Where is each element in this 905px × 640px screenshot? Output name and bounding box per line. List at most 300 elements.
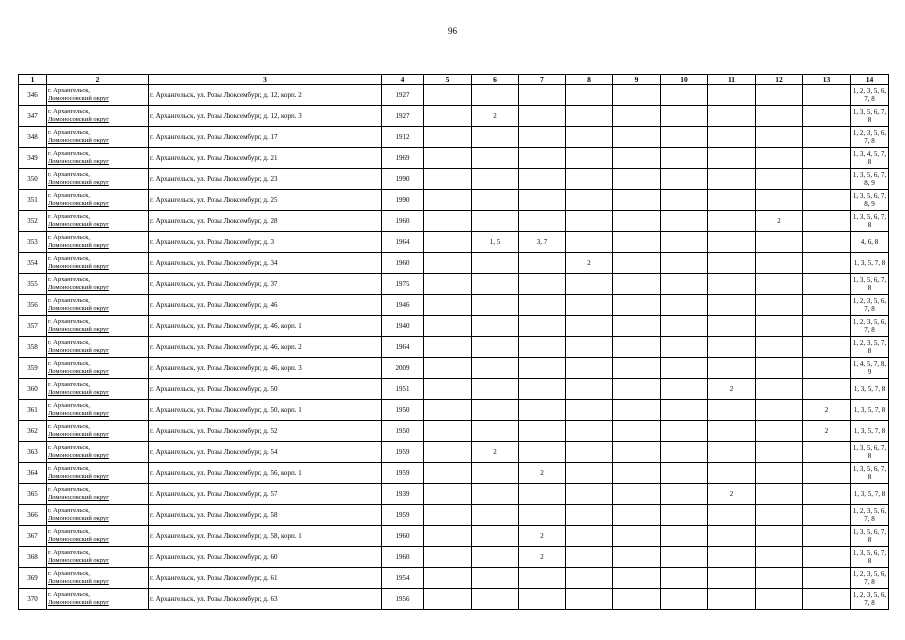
table-header-row: [19, 75, 889, 85]
column-7-cell: [519, 484, 566, 505]
column-10-cell: [661, 484, 708, 505]
year-cell: 1960: [382, 253, 424, 274]
column-header-10: 10: [661, 75, 708, 85]
column-10-cell: [661, 547, 708, 568]
district-text: Ломоносовский округ: [48, 200, 109, 207]
district-cell: [47, 106, 149, 127]
column-6-cell: [472, 526, 519, 547]
city-text: г. Архангельск,: [48, 339, 90, 346]
year-cell: 1912: [382, 127, 424, 148]
column-5-cell: [424, 148, 472, 169]
column-6-cell: 1, 5: [472, 232, 519, 253]
column-12-cell: [756, 589, 803, 610]
city-text: г. Архангельск,: [48, 108, 90, 115]
column-11-cell: [708, 274, 756, 295]
table-row: [19, 547, 889, 568]
column-10-cell: [661, 337, 708, 358]
table-row: [19, 505, 889, 526]
row-number: 351: [19, 190, 47, 211]
column-10-cell: [661, 253, 708, 274]
city-text: г. Архангельск,: [48, 360, 90, 367]
year-cell: 2009: [382, 358, 424, 379]
column-10-cell: [661, 442, 708, 463]
address-cell: г. Архангельск, ул. Розы Люксембург, д. 34: [149, 253, 382, 274]
column-8-cell: [566, 547, 613, 568]
year-cell: 1954: [382, 568, 424, 589]
district-cell: [47, 253, 149, 274]
column-12-cell: [756, 484, 803, 505]
column-11-cell: 2: [708, 379, 756, 400]
column-9-cell: [613, 337, 661, 358]
column-6-cell: [472, 589, 519, 610]
district-text: Ломоносовский округ: [48, 368, 109, 375]
column-13-cell: [803, 274, 851, 295]
column-5-cell: [424, 421, 472, 442]
table-row: [19, 379, 889, 400]
table-row: [19, 463, 889, 484]
column-14-cell: 1, 3, 5, 6, 7, 8: [851, 211, 889, 232]
column-11-cell: [708, 400, 756, 421]
table-row: [19, 211, 889, 232]
column-8-cell: [566, 358, 613, 379]
column-14-cell: 1, 3, 5, 6, 7, 8: [851, 526, 889, 547]
column-13-cell: [803, 547, 851, 568]
district-cell: [47, 148, 149, 169]
district-text: Ломоносовский округ: [48, 284, 109, 291]
row-number: 368: [19, 547, 47, 568]
column-7-cell: 2: [519, 526, 566, 547]
district-cell: [47, 484, 149, 505]
row-number: 360: [19, 379, 47, 400]
year-cell: 1927: [382, 106, 424, 127]
column-header-8: 8: [566, 75, 613, 85]
column-12-cell: [756, 85, 803, 106]
district-cell: [47, 274, 149, 295]
district-cell: [47, 568, 149, 589]
column-7-cell: [519, 337, 566, 358]
city-text: г. Архангельск,: [48, 255, 90, 262]
address-cell: г. Архангельск, ул. Розы Люксембург, д. 3: [149, 232, 382, 253]
column-10-cell: [661, 148, 708, 169]
column-14-cell: 4, 6, 8: [851, 232, 889, 253]
column-6-cell: [472, 274, 519, 295]
district-cell: [47, 85, 149, 106]
table-row: [19, 421, 889, 442]
column-7-cell: 3, 7: [519, 232, 566, 253]
column-5-cell: [424, 337, 472, 358]
column-11-cell: [708, 253, 756, 274]
table-row: [19, 106, 889, 127]
column-header-6: 6: [472, 75, 519, 85]
column-12-cell: [756, 379, 803, 400]
address-cell: г. Архангельск, ул. Розы Люксембург, д. 50: [149, 379, 382, 400]
column-6-cell: [472, 379, 519, 400]
district-text: Ломоносовский округ: [48, 536, 109, 543]
city-text: г. Архангельск,: [48, 528, 90, 535]
column-7-cell: [519, 169, 566, 190]
column-11-cell: [708, 169, 756, 190]
address-cell: г. Архангельск, ул. Розы Люксембург, д. 46, корп. 3: [149, 358, 382, 379]
column-11-cell: [708, 190, 756, 211]
address-cell: г. Архангельск, ул. Розы Люксембург, д. 46, корп. 2: [149, 337, 382, 358]
row-number: 356: [19, 295, 47, 316]
year-cell: 1960: [382, 211, 424, 232]
column-13-cell: [803, 568, 851, 589]
table-row: [19, 148, 889, 169]
table-row: [19, 526, 889, 547]
column-10-cell: [661, 106, 708, 127]
column-12-cell: [756, 127, 803, 148]
column-7-cell: [519, 106, 566, 127]
district-text: Ломоносовский округ: [48, 599, 109, 606]
column-10-cell: [661, 505, 708, 526]
column-14-cell: 1, 3, 4, 5, 7, 8: [851, 148, 889, 169]
column-header-9: 9: [613, 75, 661, 85]
column-header-12: 12: [756, 75, 803, 85]
district-cell: [47, 589, 149, 610]
column-11-cell: [708, 505, 756, 526]
column-9-cell: [613, 526, 661, 547]
column-12-cell: [756, 337, 803, 358]
column-9-cell: [613, 505, 661, 526]
column-6-cell: [472, 169, 519, 190]
column-13-cell: [803, 316, 851, 337]
table-row: [19, 274, 889, 295]
column-5-cell: [424, 316, 472, 337]
row-number: 349: [19, 148, 47, 169]
column-14-cell: 1, 2, 3, 5, 7, 8: [851, 337, 889, 358]
column-11-cell: [708, 589, 756, 610]
column-6-cell: [472, 400, 519, 421]
district-text: Ломоносовский округ: [48, 410, 109, 417]
year-cell: 1940: [382, 316, 424, 337]
column-12-cell: [756, 400, 803, 421]
column-10-cell: [661, 400, 708, 421]
column-5-cell: [424, 568, 472, 589]
column-12-cell: [756, 505, 803, 526]
column-5-cell: [424, 400, 472, 421]
column-10-cell: [661, 316, 708, 337]
column-9-cell: [613, 274, 661, 295]
column-13-cell: [803, 463, 851, 484]
column-header-5: 5: [424, 75, 472, 85]
column-7-cell: [519, 379, 566, 400]
column-7-cell: [519, 505, 566, 526]
column-12-cell: [756, 442, 803, 463]
column-13-cell: [803, 169, 851, 190]
column-13-cell: [803, 232, 851, 253]
district-text: Ломоносовский округ: [48, 326, 109, 333]
address-cell: г. Архангельск, ул. Розы Люксембург, д. 54: [149, 442, 382, 463]
column-8-cell: [566, 484, 613, 505]
district-text: Ломоносовский округ: [48, 95, 109, 102]
column-12-cell: [756, 232, 803, 253]
column-6-cell: [472, 127, 519, 148]
city-text: г. Архангельск,: [48, 213, 90, 220]
column-10-cell: [661, 295, 708, 316]
column-6-cell: [472, 85, 519, 106]
column-11-cell: 2: [708, 484, 756, 505]
column-7-cell: [519, 253, 566, 274]
column-8-cell: [566, 589, 613, 610]
table-row: [19, 85, 889, 106]
year-cell: 1951: [382, 379, 424, 400]
year-cell: 1990: [382, 169, 424, 190]
column-5-cell: [424, 505, 472, 526]
column-7-cell: [519, 568, 566, 589]
column-14-cell: 1, 3, 5, 6, 7, 8: [851, 547, 889, 568]
column-5-cell: [424, 85, 472, 106]
district-cell: [47, 127, 149, 148]
city-text: г. Архангельск,: [48, 423, 90, 430]
column-8-cell: [566, 232, 613, 253]
column-header-3: 3: [149, 75, 382, 85]
column-13-cell: [803, 127, 851, 148]
column-6-cell: [472, 421, 519, 442]
column-header-2: 2: [47, 75, 149, 85]
column-14-cell: 1, 4, 5, 7, 8, 9: [851, 358, 889, 379]
column-13-cell: 2: [803, 421, 851, 442]
district-text: Ломоносовский округ: [48, 221, 109, 228]
column-14-cell: 1, 3, 5, 6, 7, 8: [851, 463, 889, 484]
address-cell: г. Архангельск, ул. Розы Люксембург, д. 37: [149, 274, 382, 295]
column-6-cell: [472, 568, 519, 589]
column-6-cell: [472, 295, 519, 316]
row-number: 370: [19, 589, 47, 610]
city-text: г. Архангельск,: [48, 507, 90, 514]
year-cell: 1960: [382, 547, 424, 568]
address-cell: г. Архангельск, ул. Розы Люксембург, д. 12, корп. 2: [149, 85, 382, 106]
city-text: г. Архангельск,: [48, 276, 90, 283]
district-text: Ломоносовский округ: [48, 452, 109, 459]
district-text: Ломоносовский округ: [48, 557, 109, 564]
column-12-cell: [756, 295, 803, 316]
year-cell: 1950: [382, 400, 424, 421]
year-cell: 1959: [382, 442, 424, 463]
column-12-cell: [756, 169, 803, 190]
address-cell: г. Архангельск, ул. Розы Люксембург, д. 46: [149, 295, 382, 316]
column-8-cell: 2: [566, 253, 613, 274]
column-9-cell: [613, 148, 661, 169]
column-9-cell: [613, 211, 661, 232]
district-text: Ломоносовский округ: [48, 515, 109, 522]
column-6-cell: [472, 211, 519, 232]
column-5-cell: [424, 127, 472, 148]
column-5-cell: [424, 442, 472, 463]
column-12-cell: [756, 463, 803, 484]
column-7-cell: [519, 127, 566, 148]
column-14-cell: 1, 3, 5, 6, 7, 8: [851, 106, 889, 127]
column-12-cell: [756, 106, 803, 127]
column-10-cell: [661, 463, 708, 484]
column-header-11: 11: [708, 75, 756, 85]
column-9-cell: [613, 589, 661, 610]
column-9-cell: [613, 547, 661, 568]
column-14-cell: 1, 2, 3, 5, 6, 7, 8: [851, 127, 889, 148]
column-7-cell: 2: [519, 463, 566, 484]
address-cell: г. Архангельск, ул. Розы Люксембург, д. 28: [149, 211, 382, 232]
column-11-cell: [708, 442, 756, 463]
table-row: [19, 568, 889, 589]
district-text: Ломоносовский округ: [48, 263, 109, 270]
column-13-cell: [803, 148, 851, 169]
address-cell: г. Архангельск, ул. Розы Люксембург, д. 23: [149, 169, 382, 190]
column-12-cell: 2: [756, 211, 803, 232]
address-cell: г. Архангельск, ул. Розы Люксембург, д. 21: [149, 148, 382, 169]
column-9-cell: [613, 400, 661, 421]
column-10-cell: [661, 568, 708, 589]
year-cell: 1975: [382, 274, 424, 295]
column-10-cell: [661, 589, 708, 610]
column-5-cell: [424, 379, 472, 400]
column-8-cell: [566, 421, 613, 442]
column-13-cell: [803, 211, 851, 232]
city-text: г. Архангельск,: [48, 465, 90, 472]
address-cell: г. Архангельск, ул. Розы Люксембург, д. 52: [149, 421, 382, 442]
column-6-cell: [472, 316, 519, 337]
column-13-cell: [803, 589, 851, 610]
city-text: г. Архангельск,: [48, 549, 90, 556]
column-10-cell: [661, 358, 708, 379]
district-cell: [47, 232, 149, 253]
row-number: 359: [19, 358, 47, 379]
column-5-cell: [424, 358, 472, 379]
column-12-cell: [756, 421, 803, 442]
column-7-cell: 2: [519, 547, 566, 568]
year-cell: 1950: [382, 421, 424, 442]
column-13-cell: [803, 358, 851, 379]
table-row: [19, 190, 889, 211]
column-5-cell: [424, 232, 472, 253]
column-11-cell: [708, 547, 756, 568]
column-8-cell: [566, 463, 613, 484]
column-9-cell: [613, 568, 661, 589]
column-14-cell: 1, 3, 5, 6, 7, 8: [851, 442, 889, 463]
address-cell: г. Архангельск, ул. Розы Люксембург, д. 12, корп. 3: [149, 106, 382, 127]
city-text: г. Архангельск,: [48, 234, 90, 241]
column-8-cell: [566, 337, 613, 358]
column-8-cell: [566, 316, 613, 337]
column-14-cell: 1, 3, 5, 7, 8: [851, 253, 889, 274]
column-7-cell: [519, 400, 566, 421]
column-9-cell: [613, 379, 661, 400]
column-7-cell: [519, 148, 566, 169]
district-text: Ломоносовский округ: [48, 578, 109, 585]
column-11-cell: [708, 106, 756, 127]
column-6-cell: [472, 484, 519, 505]
column-5-cell: [424, 463, 472, 484]
address-cell: г. Архангельск, ул. Розы Люксембург, д. 50, корп. 1: [149, 400, 382, 421]
district-cell: [47, 379, 149, 400]
address-cell: г. Архангельск, ул. Розы Люксембург, д. 61: [149, 568, 382, 589]
column-13-cell: [803, 526, 851, 547]
column-13-cell: [803, 505, 851, 526]
column-8-cell: [566, 568, 613, 589]
column-12-cell: [756, 253, 803, 274]
column-13-cell: [803, 190, 851, 211]
year-cell: 1959: [382, 463, 424, 484]
column-8-cell: [566, 85, 613, 106]
city-text: г. Архангельск,: [48, 591, 90, 598]
column-8-cell: [566, 526, 613, 547]
column-9-cell: [613, 253, 661, 274]
column-5-cell: [424, 253, 472, 274]
year-cell: 1964: [382, 232, 424, 253]
district-text: Ломоносовский округ: [48, 494, 109, 501]
column-8-cell: [566, 190, 613, 211]
district-cell: [47, 421, 149, 442]
address-cell: г. Архангельск, ул. Розы Люксембург, д. 57: [149, 484, 382, 505]
column-14-cell: 1, 3, 5, 7, 8: [851, 484, 889, 505]
column-12-cell: [756, 568, 803, 589]
column-header-4: 4: [382, 75, 424, 85]
year-cell: 1959: [382, 505, 424, 526]
column-7-cell: [519, 85, 566, 106]
column-14-cell: 1, 3, 5, 6, 7, 8: [851, 274, 889, 295]
column-11-cell: [708, 148, 756, 169]
column-12-cell: [756, 274, 803, 295]
district-text: Ломоносовский округ: [48, 389, 109, 396]
column-10-cell: [661, 127, 708, 148]
column-14-cell: 1, 3, 5, 7, 8: [851, 400, 889, 421]
column-5-cell: [424, 274, 472, 295]
table-row: [19, 253, 889, 274]
column-7-cell: [519, 211, 566, 232]
column-5-cell: [424, 190, 472, 211]
column-13-cell: [803, 442, 851, 463]
column-7-cell: [519, 295, 566, 316]
address-cell: г. Архангельск, ул. Розы Люксембург, д. 25: [149, 190, 382, 211]
page-number: 96: [448, 26, 457, 36]
column-7-cell: [519, 358, 566, 379]
column-header-14: 14: [851, 75, 889, 85]
address-cell: г. Архангельск, ул. Розы Люксембург, д. 58, корп. 1: [149, 526, 382, 547]
column-10-cell: [661, 379, 708, 400]
column-5-cell: [424, 295, 472, 316]
district-text: Ломоносовский округ: [48, 305, 109, 312]
column-13-cell: [803, 106, 851, 127]
table-row: [19, 337, 889, 358]
column-13-cell: [803, 85, 851, 106]
column-8-cell: [566, 106, 613, 127]
district-cell: [47, 337, 149, 358]
city-text: г. Архангельск,: [48, 444, 90, 451]
row-number: 353: [19, 232, 47, 253]
column-14-cell: 1, 2, 3, 5, 6, 7, 8: [851, 568, 889, 589]
column-13-cell: [803, 295, 851, 316]
district-cell: [47, 211, 149, 232]
column-12-cell: [756, 316, 803, 337]
column-13-cell: [803, 484, 851, 505]
row-number: 367: [19, 526, 47, 547]
year-cell: 1946: [382, 295, 424, 316]
column-11-cell: [708, 211, 756, 232]
housing-registry-table: [18, 74, 889, 610]
column-13-cell: [803, 253, 851, 274]
column-5-cell: [424, 169, 472, 190]
column-6-cell: 2: [472, 106, 519, 127]
row-number: 358: [19, 337, 47, 358]
table-row: [19, 295, 889, 316]
district-text: Ломоносовский округ: [48, 137, 109, 144]
district-text: Ломоносовский округ: [48, 347, 109, 354]
column-5-cell: [424, 211, 472, 232]
city-text: г. Архангельск,: [48, 150, 90, 157]
year-cell: 1927: [382, 85, 424, 106]
column-14-cell: 1, 2, 3, 5, 6, 7, 8: [851, 85, 889, 106]
district-cell: [47, 526, 149, 547]
year-cell: 1939: [382, 484, 424, 505]
